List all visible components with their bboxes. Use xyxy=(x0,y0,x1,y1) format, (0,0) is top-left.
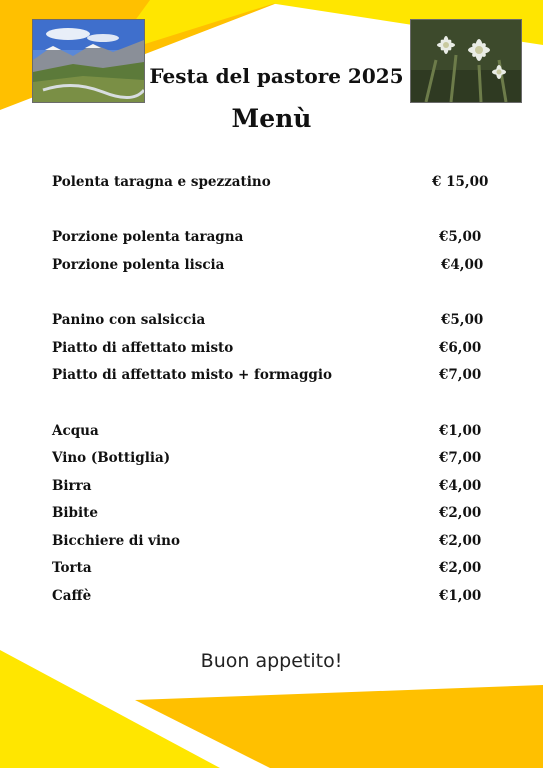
menu-item xyxy=(52,312,492,332)
menu-title: Menù xyxy=(231,104,312,133)
menu-item-name: Acqua xyxy=(52,423,99,439)
menu-item-price: €1,00 xyxy=(439,423,482,439)
menu-item-price: €7,00 xyxy=(439,450,482,466)
menu-item-name: Panino con salsiccia xyxy=(52,312,206,328)
menu-item xyxy=(52,478,492,498)
menu-item-price: €2,00 xyxy=(439,505,482,521)
closing-message: Buon appetito! xyxy=(200,650,343,672)
menu-item xyxy=(52,505,492,525)
menu-item-price: €5,00 xyxy=(441,312,484,328)
menu-item-name: Vino (Bottiglia) xyxy=(52,450,171,466)
menu-item xyxy=(52,340,492,360)
menu-item-name: Caffè xyxy=(52,588,92,604)
menu-item-price: €2,00 xyxy=(439,560,482,576)
menu-item-name: Bicchiere di vino xyxy=(52,533,180,549)
menu-item xyxy=(52,450,492,470)
menu-item-price: €1,00 xyxy=(439,588,482,604)
menu-item-name: Porzione polenta taragna xyxy=(52,229,244,245)
menu-item xyxy=(52,533,492,553)
menu-item xyxy=(52,423,492,443)
menu-item-price: €7,00 xyxy=(439,367,482,383)
menu-item-price: €4,00 xyxy=(441,257,484,273)
menu-item xyxy=(52,229,492,249)
menu-item-name: Piatto di affettato misto + formaggio xyxy=(52,367,332,383)
menu-item-price: € 15,00 xyxy=(432,174,489,190)
menu-item-name: Birra xyxy=(52,478,92,494)
mountain-landscape-photo xyxy=(32,19,145,103)
edelweiss-flower-photo xyxy=(410,19,522,103)
menu-item-price: €2,00 xyxy=(439,533,482,549)
menu-item xyxy=(52,588,492,608)
event-title: Festa del pastore 2025 xyxy=(149,64,404,88)
menu-item-name: Bibite xyxy=(52,505,98,521)
menu-item-price: €6,00 xyxy=(439,340,482,356)
menu-item-name: Porzione polenta liscia xyxy=(52,257,225,273)
menu-item xyxy=(52,560,492,580)
menu-item-price: €4,00 xyxy=(439,478,482,494)
menu-item-name: Polenta taragna e spezzatino xyxy=(52,174,271,190)
menu-item-name: Piatto di affettato misto xyxy=(52,340,234,356)
menu-item xyxy=(52,367,492,387)
menu-item xyxy=(52,257,492,277)
menu-item xyxy=(52,174,492,194)
menu-item-price: €5,00 xyxy=(439,229,482,245)
menu-item-name: Torta xyxy=(52,560,92,576)
